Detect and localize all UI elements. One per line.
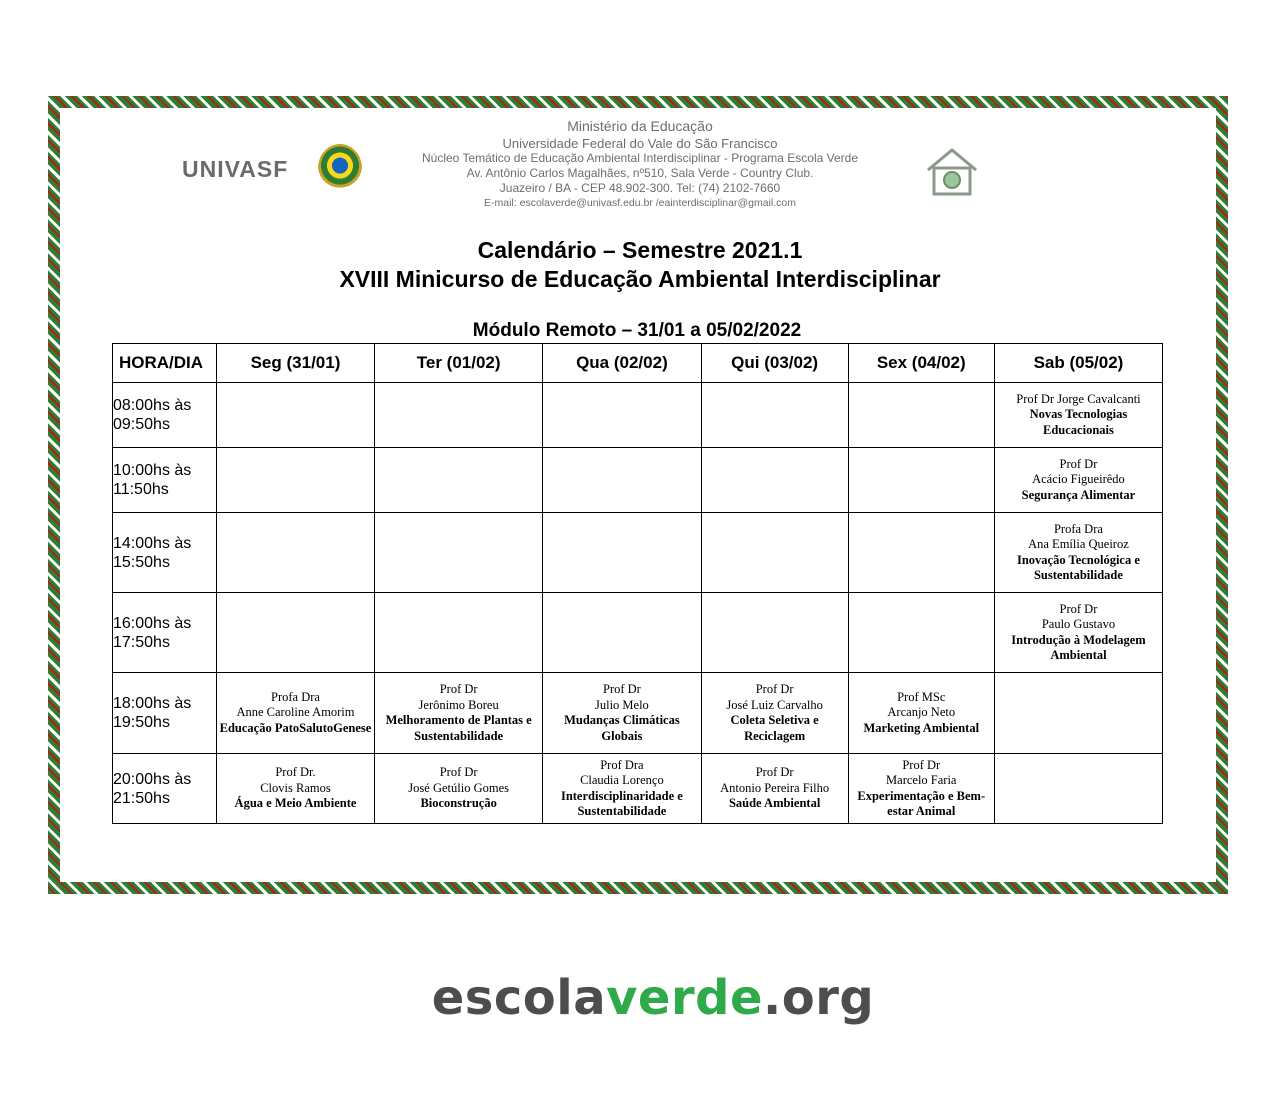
time-slot	[113, 448, 217, 513]
professor-name: Marcelo Faria	[886, 773, 957, 787]
table-row	[113, 754, 1163, 824]
course-cell	[994, 448, 1162, 513]
course-cell	[216, 754, 374, 824]
empty-cell	[216, 383, 374, 448]
column-header: Sex (04/02)	[848, 344, 994, 383]
professor-title: Prof Dr	[755, 765, 794, 780]
calendar-titles	[0, 236, 1280, 294]
professor-name: Clovis Ramos	[260, 780, 331, 795]
professor-title: Prof Dr	[1059, 456, 1098, 471]
module-title: Módulo Remoto – 31/01 a 05/02/2022	[472, 320, 802, 341]
address-line: Av. Antônio Carlos Magalhães, nº510, Sala Verde - Country Club.	[466, 166, 814, 180]
column-header: Seg (31/01)	[216, 344, 374, 383]
course-cell	[701, 673, 848, 754]
time-line: 21:50hs	[113, 789, 170, 807]
empty-cell	[543, 448, 701, 513]
course-cell	[848, 754, 994, 824]
professor-title: Prof Dr Jorge Cavalcanti	[1016, 391, 1141, 406]
university-line: Universidade Federal do Vale do São Francisco	[502, 136, 778, 151]
course-name: Melhoramento de Plantas e Sustentabilidade	[385, 713, 532, 743]
course-name: Mudanças Climáticas Globais	[564, 713, 680, 743]
time-line: 15:50hs	[113, 553, 170, 571]
course-cell	[994, 383, 1162, 448]
time-slot	[113, 754, 217, 824]
course-cell	[994, 513, 1162, 593]
empty-cell	[994, 673, 1162, 754]
professor-name: Jerônimo Boreu	[418, 697, 499, 712]
course-name: Coleta Seletiva e Reciclagem	[730, 713, 819, 743]
course-name: Água e Meio Ambiente	[234, 796, 357, 811]
time-line: 17:50hs	[113, 633, 170, 651]
professor-title: Prof Dr	[755, 682, 794, 696]
course-cell	[375, 673, 543, 754]
course-cell	[543, 673, 701, 754]
empty-cell	[994, 754, 1162, 824]
institution-info	[380, 116, 900, 211]
calendar-title: Calendário – Semestre 2021.1	[477, 237, 803, 263]
professor-title: Prof Dr.	[275, 765, 316, 780]
empty-cell	[375, 513, 543, 593]
time-line: 18:00hs às	[113, 695, 192, 712]
empty-cell	[216, 513, 374, 593]
table-row	[113, 448, 1163, 513]
professor-title: Prof Dr	[1059, 601, 1098, 616]
empty-cell	[375, 593, 543, 673]
column-header: Qui (03/02)	[701, 344, 848, 383]
course-cell	[216, 673, 374, 754]
empty-cell	[701, 383, 848, 448]
professor-title: Prof Dr	[902, 757, 941, 772]
schedule-table	[112, 343, 1163, 824]
city-phone-line: Juazeiro / BA - CEP 48.902-300. Tel: (74) 2102-7660	[499, 181, 781, 195]
empty-cell	[216, 593, 374, 673]
time-slot	[113, 383, 217, 448]
brand-part: .org	[763, 970, 875, 1026]
professor-name: José Luiz Carvalho	[726, 697, 823, 712]
table-row	[113, 593, 1163, 673]
course-title: XVIII Minicurso de Educação Ambiental Interdisciplinar	[339, 266, 941, 292]
empty-cell	[375, 383, 543, 448]
email-line: E-mail: escolaverde@univasf.edu.br /eainterdisciplinar@gmail.com	[484, 197, 796, 209]
time-slot	[113, 593, 217, 673]
professor-name: Ana Emília Queiroz	[1028, 537, 1129, 551]
column-header: Ter (01/02)	[375, 344, 543, 383]
course-name: Bioconstrução	[420, 796, 497, 811]
course-cell	[375, 754, 543, 824]
table-row	[113, 383, 1163, 448]
column-header: HORA/DIA	[113, 344, 217, 383]
empty-cell	[848, 383, 994, 448]
brand-part: escola	[431, 970, 607, 1026]
empty-cell	[375, 448, 543, 513]
time-line: 20:00hs às	[113, 770, 192, 788]
professor-name: Arcanjo Neto	[887, 705, 956, 720]
empty-cell	[848, 513, 994, 593]
course-name: Marketing Ambiental	[863, 720, 980, 735]
professor-name: Paulo Gustavo	[1041, 617, 1116, 631]
column-header: Sab (05/02)	[994, 344, 1162, 383]
empty-cell	[701, 513, 848, 593]
professor-name: José Getúlio Gomes	[408, 780, 509, 795]
time-line: 11:50hs	[113, 481, 169, 498]
empty-cell	[543, 513, 701, 593]
empty-cell	[848, 593, 994, 673]
professor-name: Anne Caroline Amorim	[236, 705, 355, 720]
univasf-logo: UNIVASF	[182, 156, 289, 182]
time-line: 14:00hs às	[113, 534, 192, 552]
course-name: Interdisciplinaridade e Sustentabilidade	[560, 788, 683, 818]
brand-part: verde	[606, 970, 764, 1026]
program-line: Núcleo Temático de Educação Ambiental Interdisciplinar - Programa Escola Verde	[421, 151, 858, 165]
time-line: 16:00hs às	[113, 614, 192, 632]
table-row	[113, 673, 1163, 754]
empty-cell	[701, 448, 848, 513]
professor-name: Acácio Figueirêdo	[1032, 472, 1125, 487]
professor-title: Prof Dr	[439, 682, 478, 696]
time-slot	[113, 513, 217, 593]
professor-name: Antonio Pereira Filho	[720, 780, 830, 795]
header-row	[113, 344, 1163, 383]
course-name: Saúde Ambiental	[728, 796, 821, 811]
professor-title: Prof Dr	[439, 765, 478, 780]
empty-cell	[701, 593, 848, 673]
empty-cell	[848, 448, 994, 513]
course-cell	[994, 593, 1162, 673]
ministry-line: Ministério da Educação	[567, 118, 713, 134]
empty-cell	[543, 383, 701, 448]
time-line: 10:00hs às	[113, 462, 192, 479]
professor-title: Profa Dra	[271, 689, 320, 704]
letterhead	[0, 116, 1280, 216]
professor-name: Julio Melo	[594, 697, 649, 712]
course-name: Novas Tecnologias Educacionais	[1029, 407, 1128, 437]
time-line: 09:50hs	[113, 416, 170, 433]
table-row	[113, 513, 1163, 593]
course-cell	[543, 754, 701, 824]
course-name: Segurança Alimentar	[1021, 487, 1136, 502]
professor-title: Prof Dra	[600, 757, 644, 772]
empty-cell	[543, 593, 701, 673]
escolaverde-brand	[0, 970, 1280, 1026]
professor-title: Prof MSc	[897, 689, 946, 704]
course-cell	[848, 673, 994, 754]
time-slot	[113, 673, 217, 754]
course-cell	[701, 754, 848, 824]
professor-title: Prof Dr	[602, 682, 641, 696]
professor-title: Profa Dra	[1053, 521, 1103, 536]
escola-verde-house-icon	[924, 146, 980, 198]
professor-name: Claudia Lorenço	[580, 773, 664, 787]
course-name: Inovação Tecnológica e Sustentabilidade	[1016, 552, 1140, 582]
time-line: 19:50hs	[113, 714, 170, 731]
empty-cell	[216, 448, 374, 513]
brazil-coat-of-arms-icon	[318, 144, 362, 192]
course-name: Introdução à Modelagem Ambiental	[1011, 632, 1146, 662]
time-line: 08:00hs às	[113, 397, 192, 414]
course-name: Experimentação e Bem-estar Animal	[857, 788, 986, 818]
column-header: Qua (02/02)	[543, 344, 701, 383]
course-name: Educação PatoSalutoGenese	[219, 720, 372, 735]
